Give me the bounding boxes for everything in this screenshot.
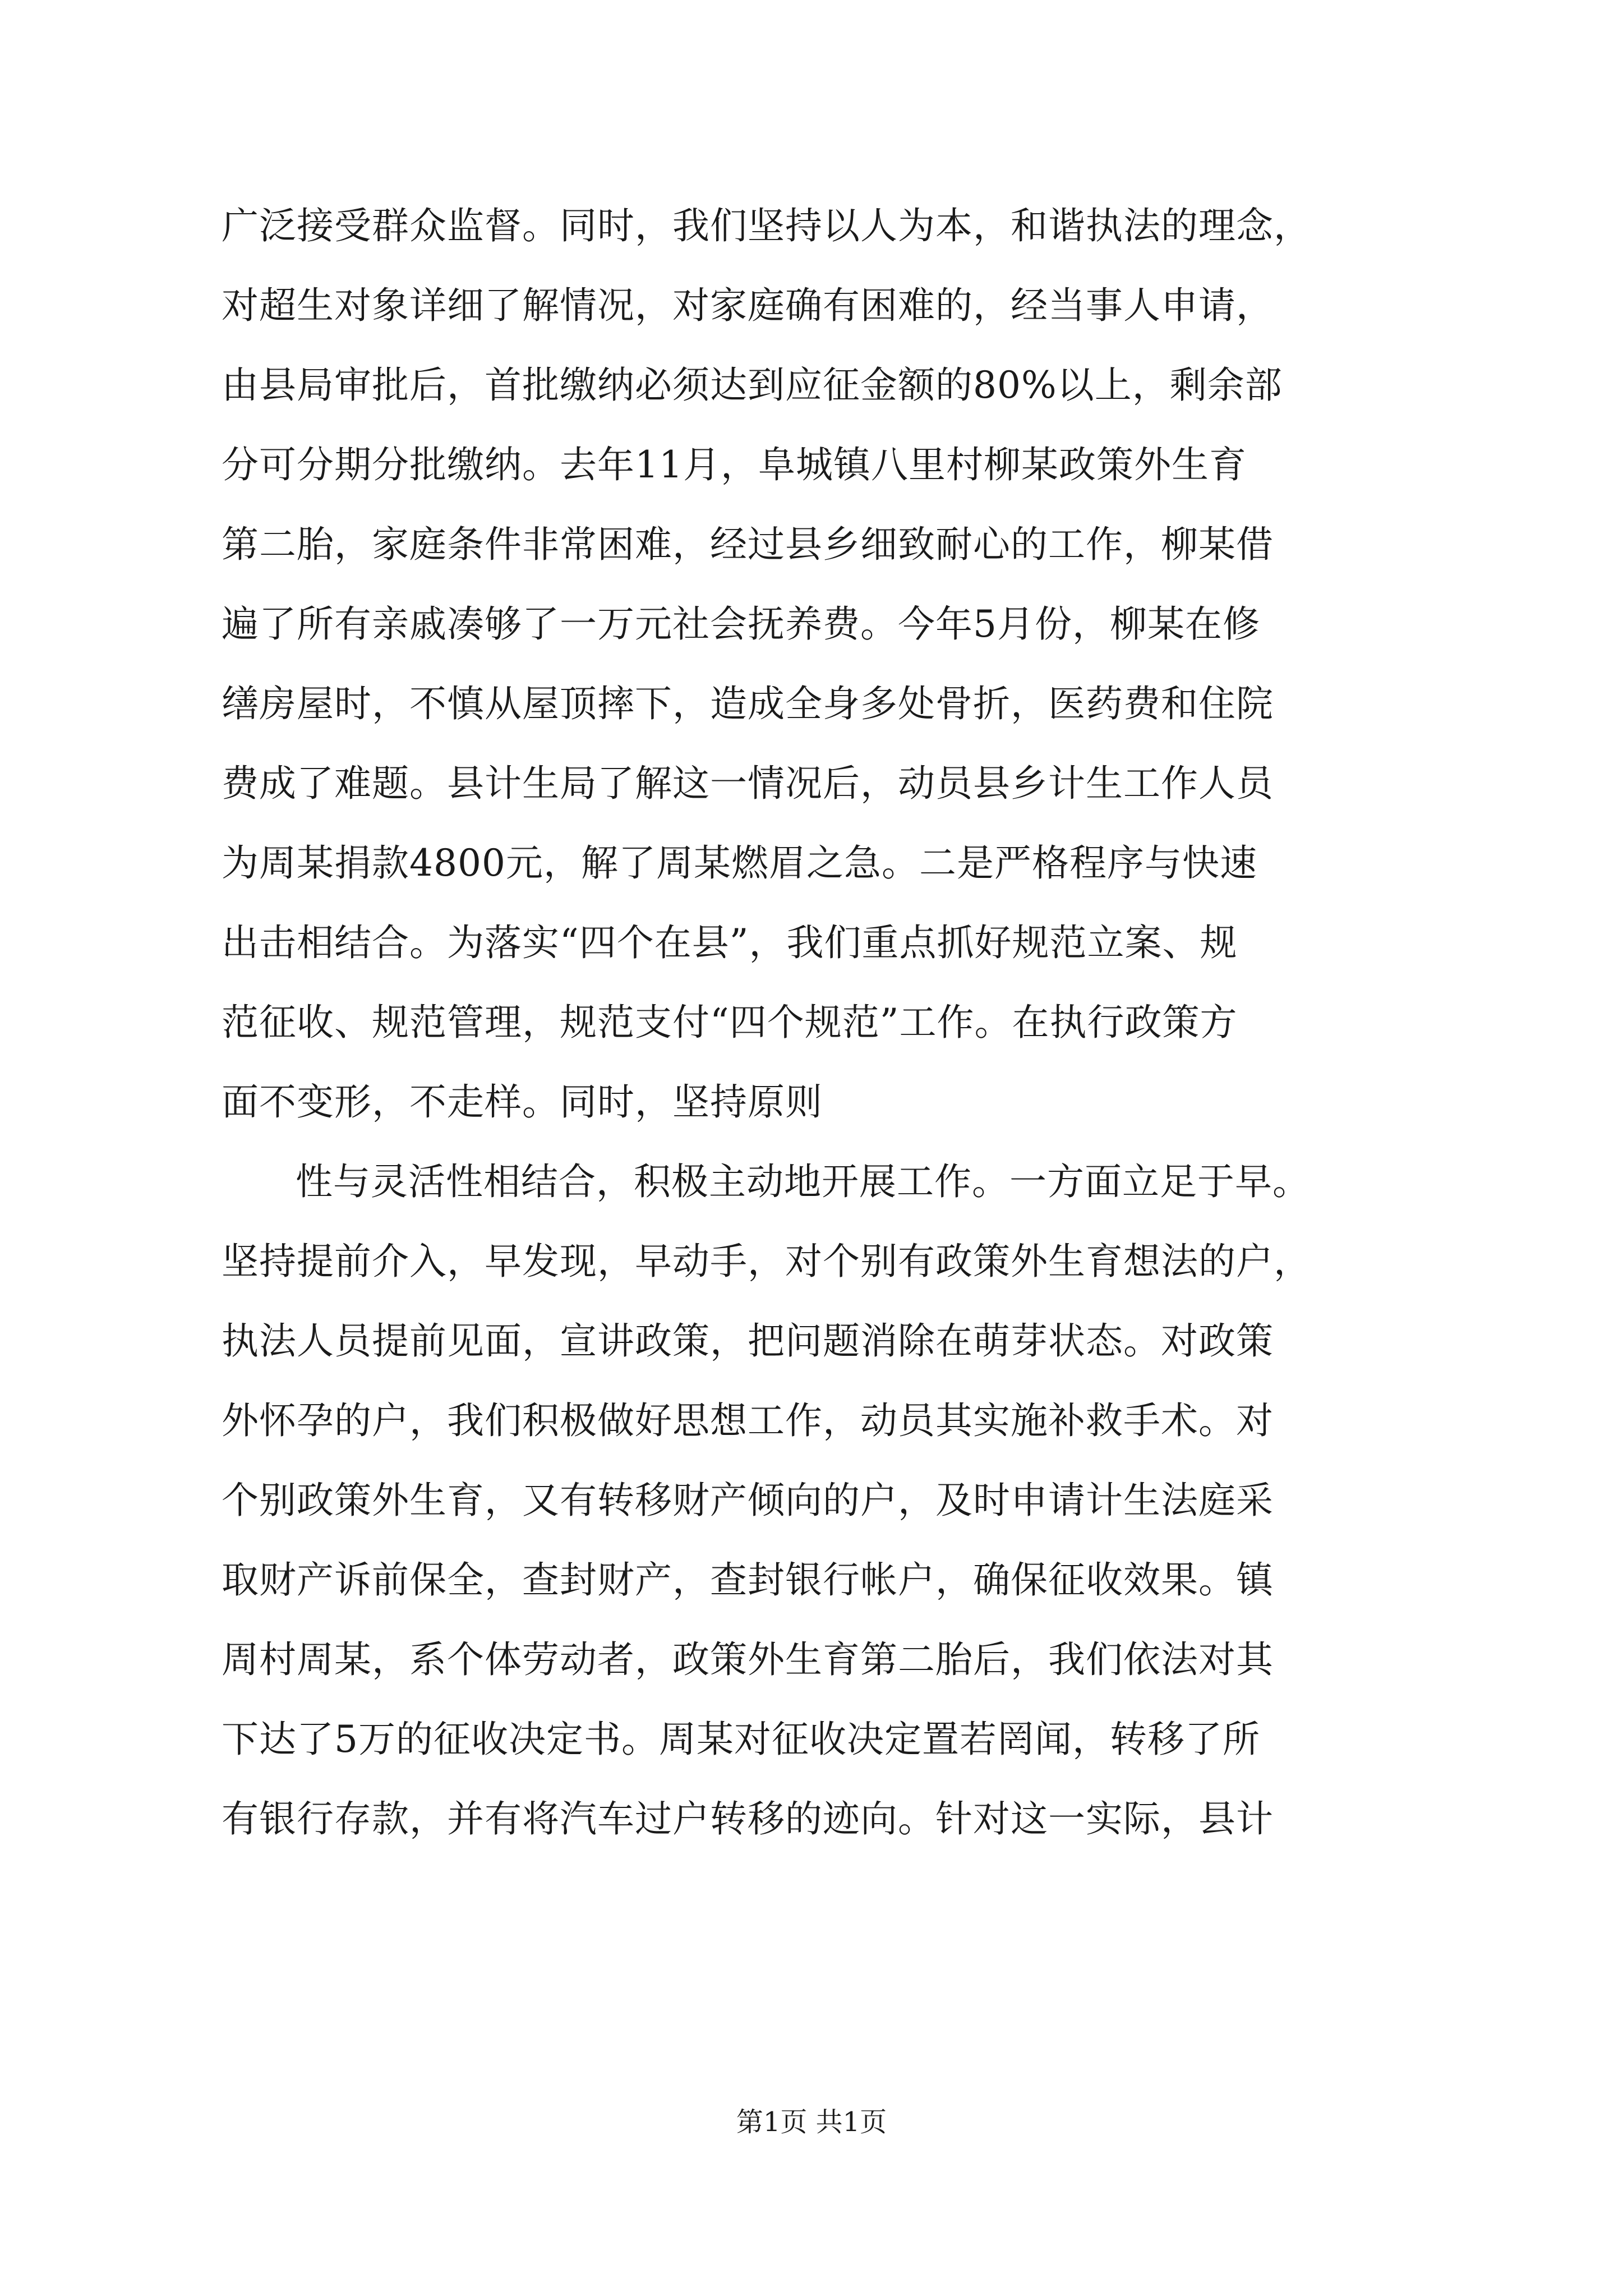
text-line: 对超生对象详细了解情况，对家庭确有困难的，经当事人申请， bbox=[222, 284, 1274, 327]
text-line: 广泛接受群众监督。同时，我们坚持以人为本，和谐执法的理念， bbox=[222, 204, 1311, 247]
text-line: 外怀孕的户，我们积极做好思想工作，动员其实施补救手术。对 bbox=[222, 1399, 1274, 1442]
text-line: 范征收、规范管理，规范支付“四个规范”工作。在执行政策方 bbox=[222, 1001, 1238, 1044]
paragraph-first-line: 性与灵活性相结合，积极主动地开展工作。一方面立足于早。 bbox=[296, 1160, 1310, 1203]
text-line: 为周某捐款4800元，解了周某燃眉之急。二是严格程序与快速 bbox=[222, 841, 1257, 885]
text-line: 周村周某，系个体劳动者，政策外生育第二胎后，我们依法对其 bbox=[222, 1638, 1274, 1681]
text-line: 个别政策外生育，又有转移财产倾向的户，及时申请计生法庭采 bbox=[222, 1479, 1274, 1522]
text-line: 第二胎，家庭条件非常困难，经过县乡细致耐心的工作，柳某借 bbox=[222, 523, 1274, 566]
text-line: 有银行存款，并有将汽车过户转移的迹向。针对这一实际，县计 bbox=[222, 1797, 1274, 1841]
text-line: 坚持提前介入，早发现，早动手，对个别有政策外生育想法的户， bbox=[222, 1240, 1311, 1283]
text-line: 分可分期分批缴纳。去年11月，阜城镇八里村柳某政策外生育 bbox=[222, 443, 1247, 486]
text-line: 由县局审批后，首批缴纳必须达到应征金额的80%以上，剩余部 bbox=[222, 364, 1283, 407]
text-line: 下达了5万的征收决定书。周某对征收决定置若罔闻，转移了所 bbox=[222, 1718, 1260, 1761]
text-line: 缮房屋时，不慎从屋顶摔下，造成全身多处骨折，医药费和住院 bbox=[222, 682, 1274, 725]
text-line: 出击相结合。为落实“四个在县”，我们重点抓好规范立案、规 bbox=[222, 921, 1238, 964]
text-line: 遍了所有亲戚凑够了一万元社会抚养费。今年5月份，柳某在修 bbox=[222, 602, 1260, 646]
text-line: 面不变形，不走样。同时，坚持原则 bbox=[222, 1080, 823, 1124]
text-line: 执法人员提前见面，宣讲政策，把问题消除在萌芽状态。对政策 bbox=[222, 1319, 1274, 1363]
body-text bbox=[222, 186, 1410, 1859]
page-number-label: 第1页 共1页 bbox=[736, 2106, 887, 2138]
page-footer bbox=[0, 2102, 1623, 2142]
text-line: 费成了难题。县计生局了解这一情况后，动员县乡计生工作人员 bbox=[222, 762, 1274, 805]
text-line: 取财产诉前保全，查封财产，查封银行帐户，确保征收效果。镇 bbox=[222, 1558, 1274, 1602]
